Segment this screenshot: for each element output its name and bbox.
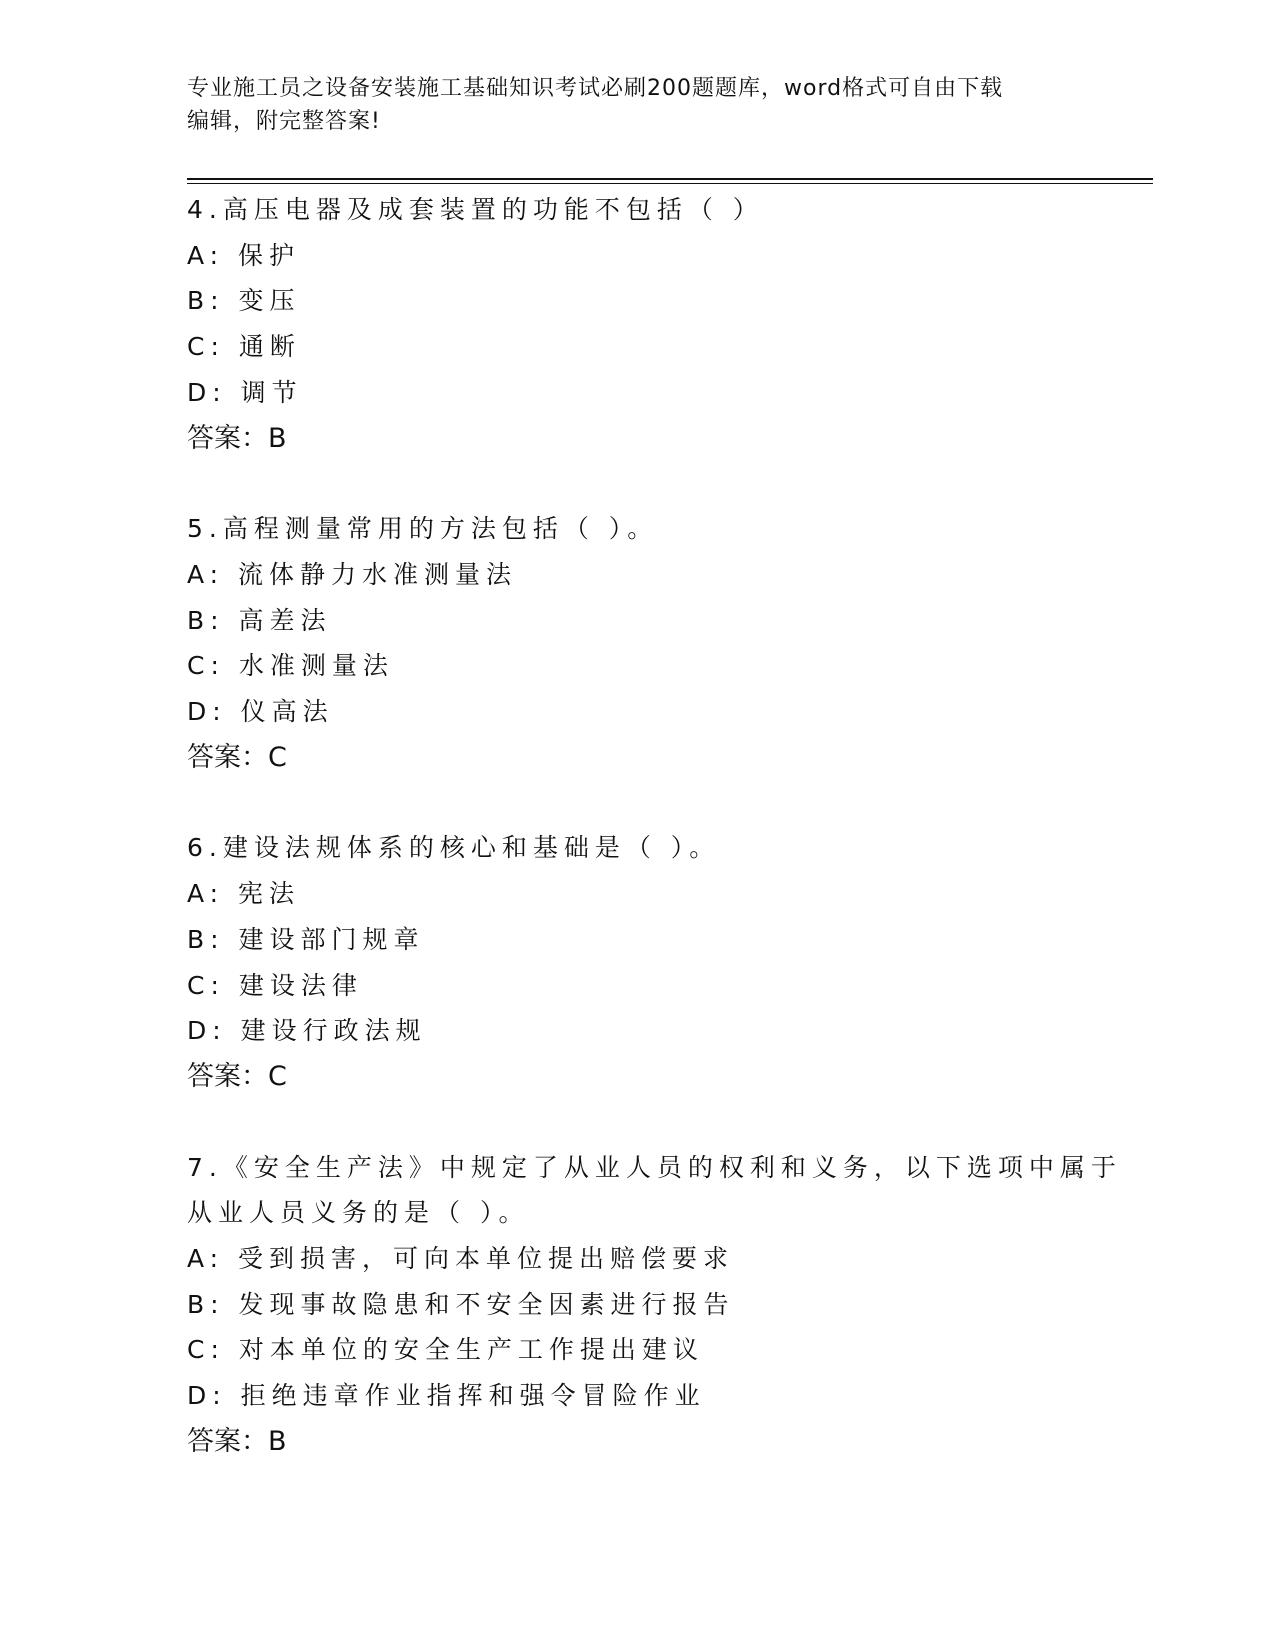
answer-line: 答案：B — [187, 1425, 287, 1457]
document-header — [187, 72, 1087, 138]
question-4 — [187, 187, 1087, 461]
option-d: D: 拒绝违章作业指挥和强令冒险作业 — [187, 1381, 706, 1411]
question-5 — [187, 506, 1087, 780]
header-divider-thick — [187, 178, 1153, 180]
option-c: C: 水准测量法 — [187, 651, 394, 681]
answer-line: 答案：C — [187, 1060, 287, 1092]
header-title-line-1: 专业施工员之设备安装施工基础知识考试必刷200题题库，word格式可自由下载 — [187, 76, 1004, 101]
option-b: B: 发现事故隐患和不安全因素进行报告 — [187, 1289, 735, 1319]
question-list — [187, 187, 1122, 1510]
option-d: D: 仪高法 — [187, 697, 334, 727]
option-a: A: 宪法 — [187, 879, 301, 909]
question-stem: 4.高压电器及成套装置的功能不包括（ ） — [187, 195, 764, 224]
header-title-line-2: 编辑，附完整答案! — [187, 109, 381, 134]
question-stem-line-1: 7.《安全生产法》中规定了从业人员的权利和义务，以下选项中属于 — [187, 1152, 1122, 1182]
option-a: A: 流体静力水准测量法 — [187, 559, 518, 589]
option-c: C: 建设法律 — [187, 970, 363, 1000]
option-b: B: 高差法 — [187, 605, 332, 635]
question-stem: 5.高程测量常用的方法包括（ ）。 — [187, 514, 659, 544]
option-c: C: 对本单位的安全生产工作提出建议 — [187, 1335, 704, 1365]
option-c: C: 通断 — [187, 332, 301, 362]
answer-line: 答案：B — [187, 422, 287, 454]
option-b: B: 变压 — [187, 286, 301, 316]
question-6 — [187, 825, 1087, 1099]
answer-line: 答案：C — [187, 741, 287, 773]
option-d: D: 调节 — [187, 377, 303, 407]
option-d: D: 建设行政法规 — [187, 1016, 427, 1046]
question-7 — [187, 1145, 1122, 1465]
header-divider-thin — [187, 183, 1153, 184]
question-stem-line-2: 从业人员义务的是（ ）。 — [187, 1198, 530, 1228]
question-stem: 6.建设法规体系的核心和基础是（ ）。 — [187, 833, 721, 863]
option-a: A: 受到损害，可向本单位提出赔偿要求 — [187, 1244, 735, 1274]
option-a: A: 保护 — [187, 240, 301, 270]
option-b: B: 建设部门规章 — [187, 924, 425, 954]
